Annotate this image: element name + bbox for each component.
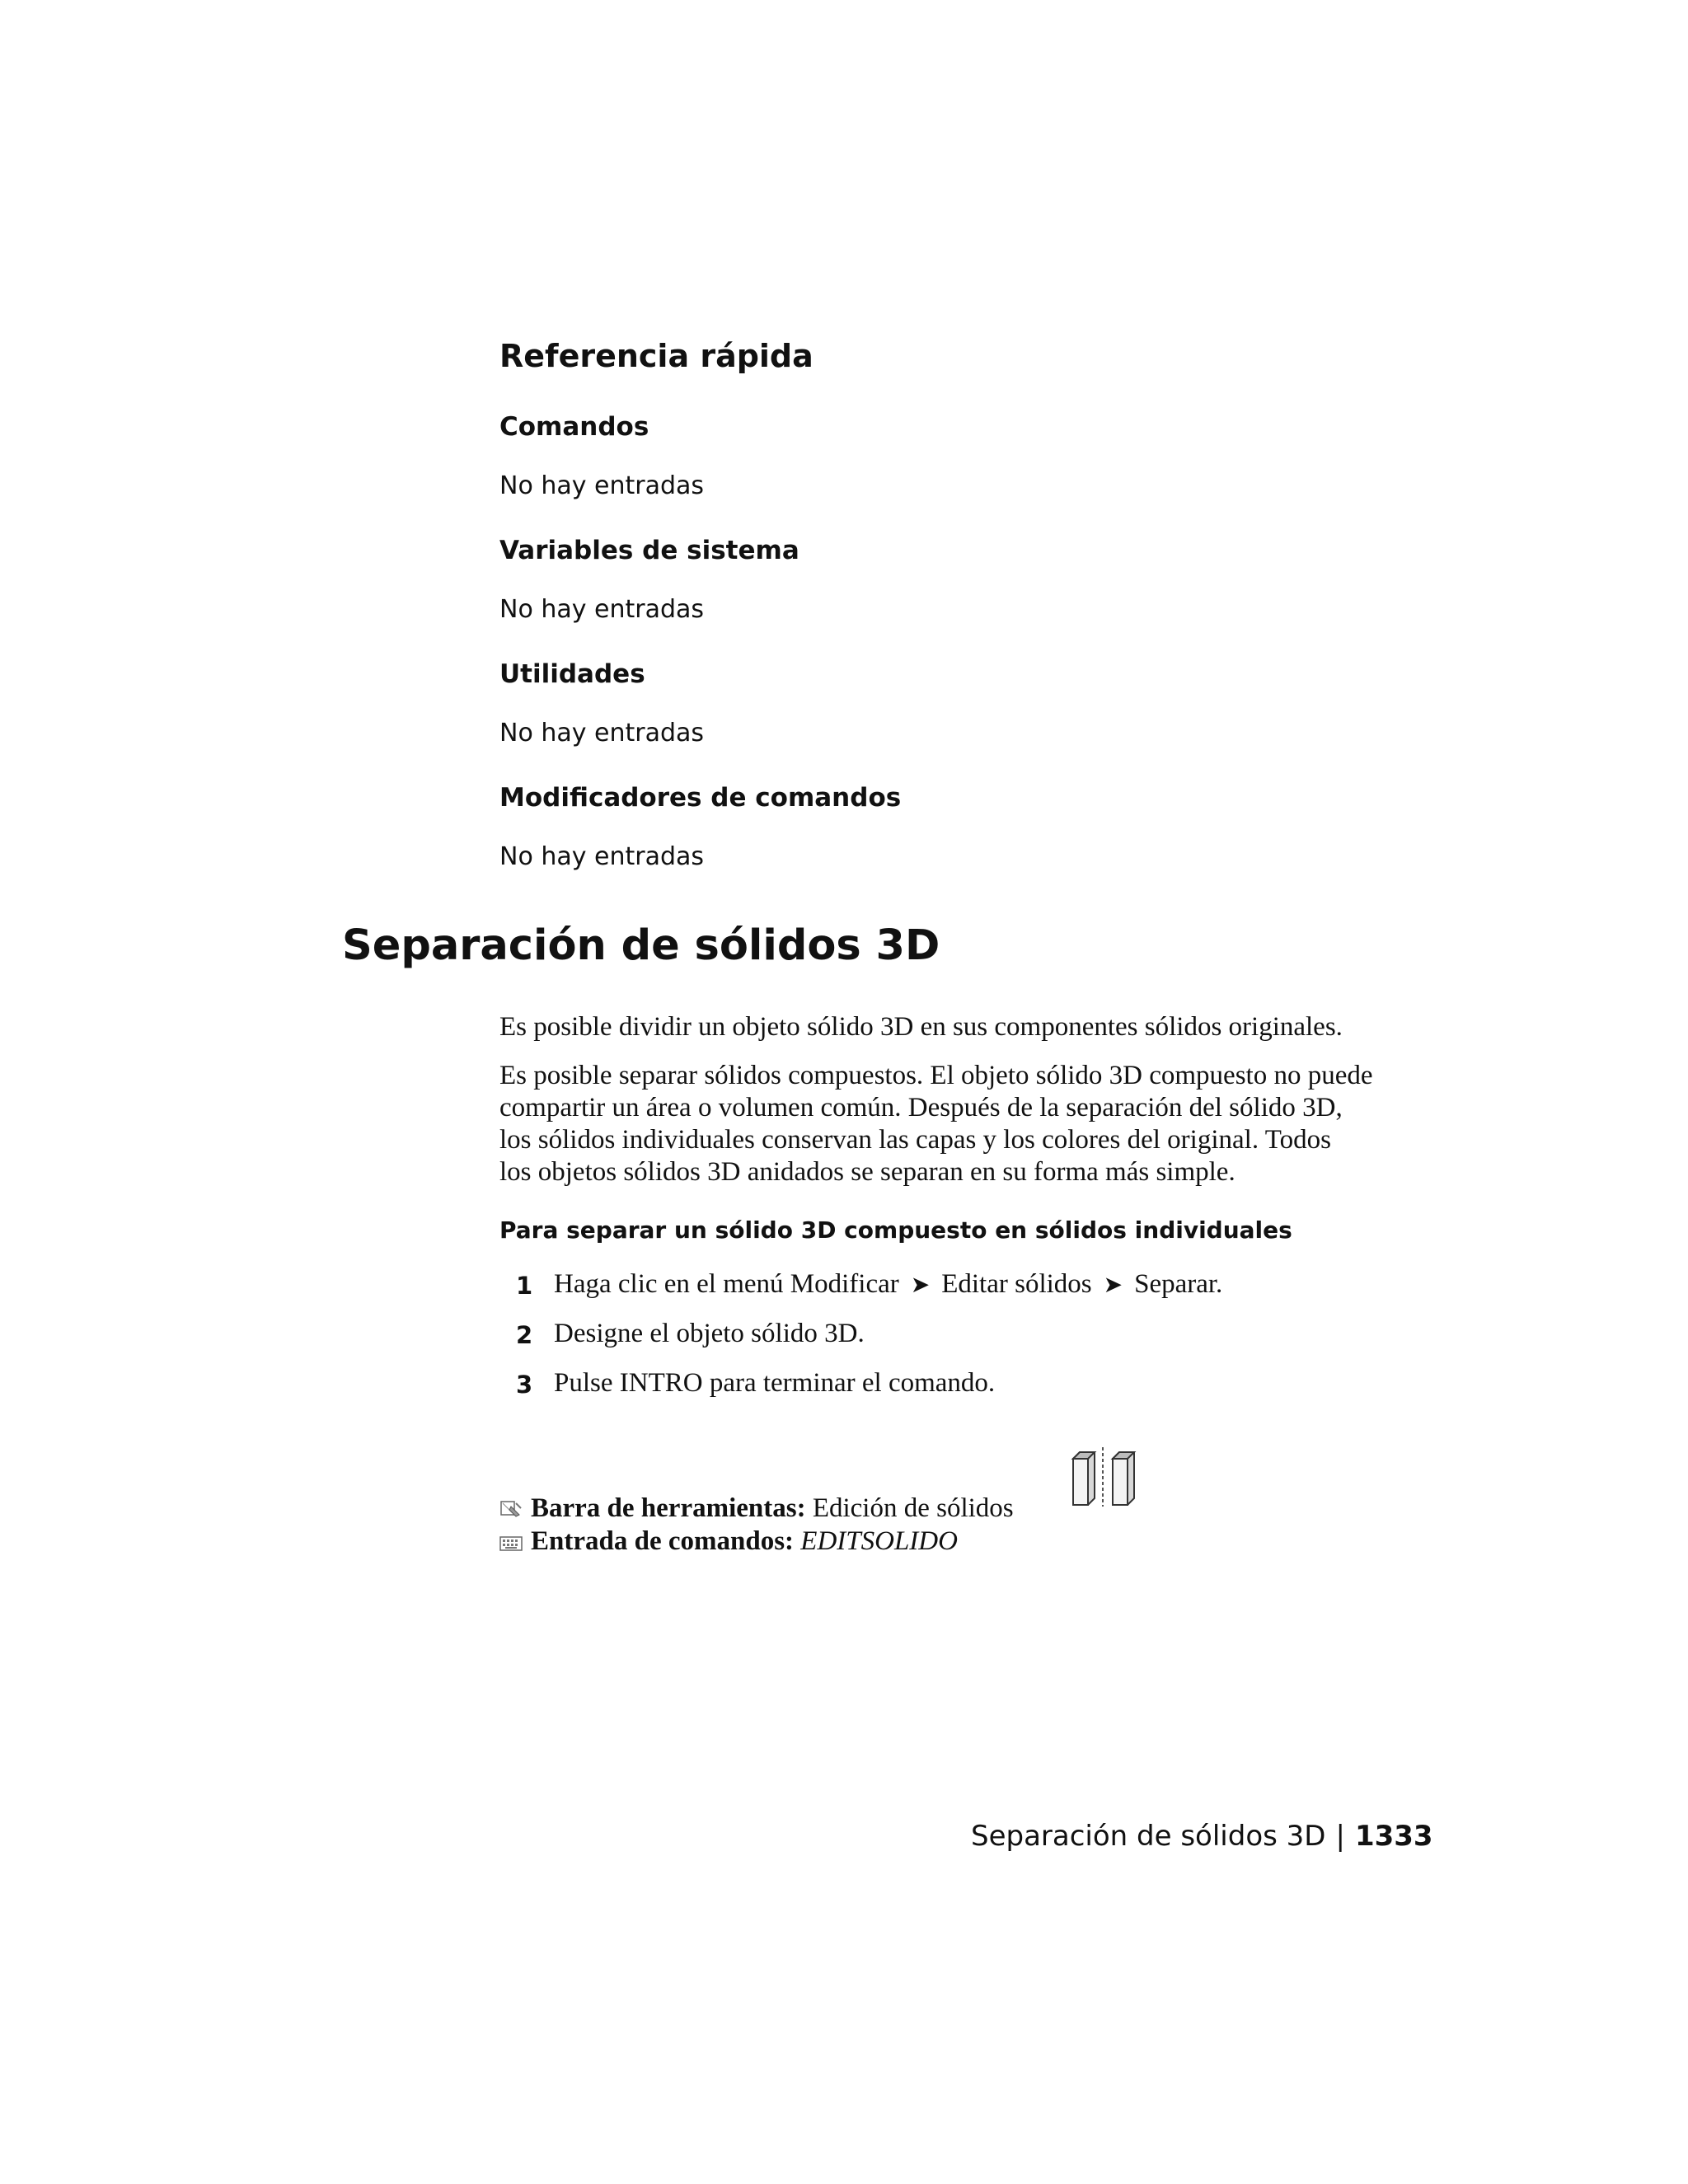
- step-text: [554, 1269, 1222, 1300]
- footer-separator: |: [1335, 1820, 1345, 1853]
- step-number: 2: [516, 1321, 533, 1349]
- intro-line: Es posible separar sólidos compuestos. El objeto sólido 3D compuesto no puede: [499, 1061, 1373, 1090]
- step-number: 1: [516, 1272, 533, 1300]
- command-entry-value: EDITSOLIDO: [800, 1526, 958, 1556]
- page-number: 1333: [1354, 1820, 1433, 1853]
- intro-line: compartir un área o volumen común. Después de la separación del sólido 3D,: [499, 1093, 1343, 1122]
- intro-paragraph-1: Es posible dividir un objeto sólido 3D en sus componentes sólidos originales.: [499, 1012, 1343, 1042]
- utilities-heading: Utilidades: [499, 659, 645, 689]
- page-footer: [971, 1820, 1433, 1853]
- intro-line: los sólidos individuales conservan las capas y los colores del original. Todos: [499, 1125, 1331, 1155]
- step-text-part: Separar.: [1134, 1269, 1223, 1299]
- step-text: Pulse INTRO para terminar el comando.: [554, 1368, 996, 1398]
- command-entry-reference: [499, 1526, 958, 1560]
- toolbar-value: Edición de sólidos: [812, 1493, 1014, 1523]
- step-text-part: Editar sólidos: [941, 1269, 1092, 1299]
- toolbar-reference: [499, 1493, 1014, 1527]
- commands-heading: Comandos: [499, 412, 649, 442]
- step-number: 3: [516, 1371, 533, 1399]
- intro-line: los objetos sólidos 3D anidados se separan en su forma más simple.: [499, 1157, 1236, 1187]
- system-variables-value: No hay entradas: [499, 595, 705, 624]
- intro-paragraph-2: [499, 1060, 1423, 1188]
- step-text-part: Haga clic en el menú Modificar: [554, 1269, 899, 1299]
- menu-arrow-icon: ➤: [910, 1272, 931, 1298]
- command-modifiers-value: No hay entradas: [499, 842, 705, 871]
- keyboard-icon: [499, 1530, 524, 1560]
- menu-arrow-icon: ➤: [1103, 1272, 1123, 1298]
- utilities-value: No hay entradas: [499, 719, 705, 748]
- section-title: Separación de sólidos 3D: [342, 921, 940, 970]
- commands-value: No hay entradas: [499, 471, 705, 500]
- quick-reference-title: Referencia rápida: [499, 338, 814, 374]
- separate-solids-toolbar-icon: [1070, 1446, 1137, 1512]
- toolbar-label: Barra de herramientas:: [531, 1493, 806, 1523]
- footer-section-name: Separación de sólidos 3D: [971, 1820, 1326, 1853]
- command-entry-label: Entrada de comandos:: [531, 1526, 795, 1556]
- toolbar-icon: [499, 1497, 524, 1527]
- system-variables-heading: Variables de sistema: [499, 536, 799, 565]
- procedure-heading: Para separar un sólido 3D compuesto en sólidos individuales: [499, 1216, 1292, 1244]
- command-modifiers-heading: Modificadores de comandos: [499, 783, 902, 813]
- step-text: Designe el objeto sólido 3D.: [554, 1319, 865, 1348]
